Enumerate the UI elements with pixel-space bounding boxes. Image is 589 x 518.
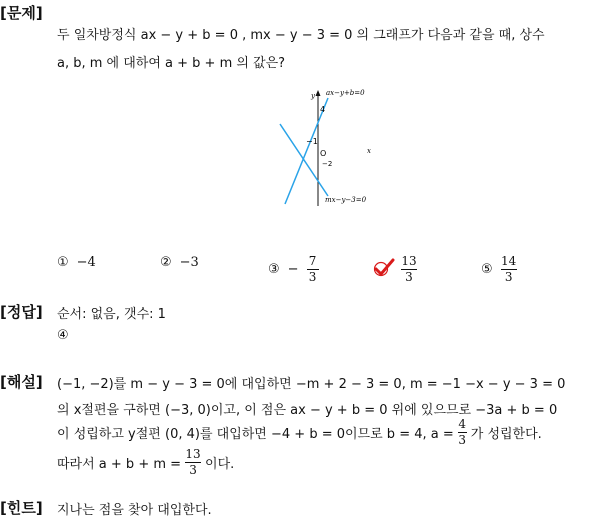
choice-3-number: ③ xyxy=(268,262,280,277)
explanation-line-4-denominator: 3 xyxy=(189,463,197,477)
axis-label-x: x xyxy=(367,147,371,155)
graph-figure xyxy=(270,86,390,216)
problem-line-1: 두 일차방정식 ax − y + b = 0 , mx − y − 3 = 0 의 그래프가 다음과 같을 때, 상수 xyxy=(57,28,545,43)
explanation-line-4-tail: 이다. xyxy=(205,457,235,472)
choice-2[interactable] xyxy=(160,255,199,270)
answer-tag: [정답] xyxy=(0,303,43,321)
hint-text: 지나는 점을 찾아 대입한다. xyxy=(57,503,212,518)
explanation-line-3-tail: 가 성립한다. xyxy=(470,427,542,442)
explanation-line-3 xyxy=(57,418,542,447)
choice-4-numerator: 13 xyxy=(401,254,417,268)
choice-4-fraction xyxy=(401,255,417,284)
choice-1[interactable] xyxy=(57,255,96,270)
explanation-line-3-denominator: 3 xyxy=(458,433,467,447)
choice-4-denominator: 3 xyxy=(405,270,413,284)
choice-3-fraction xyxy=(307,255,319,284)
answer-line-1: 순서: 없음, 갯수: 1 xyxy=(57,307,166,322)
choice-3[interactable] xyxy=(268,255,319,284)
choice-3-sign: − xyxy=(287,262,299,277)
tick-minus-2: −2 xyxy=(322,160,333,168)
choice-4[interactable] xyxy=(373,255,417,284)
explanation-line-4-numerator: 13 xyxy=(185,447,201,461)
graph-line-mx-y-3 xyxy=(280,124,328,196)
choice-2-value: −3 xyxy=(179,255,199,270)
choice-5-number: ⑤ xyxy=(481,262,493,277)
answer-line-2: ④ xyxy=(57,328,69,343)
origin-label: O xyxy=(320,149,327,158)
line-label-top: ax−y+b=0 xyxy=(326,89,365,97)
hint-tag: [힌트] xyxy=(0,499,43,517)
choice-1-number: ① xyxy=(57,255,69,270)
choice-5[interactable] xyxy=(481,255,517,284)
correct-check-icon xyxy=(373,260,393,280)
line-label-bottom: mx−y−3=0 xyxy=(325,196,367,204)
choice-2-number: ② xyxy=(160,255,172,270)
explanation-line-4-fraction xyxy=(185,448,201,477)
explanation-line-3-numerator: 4 xyxy=(458,417,467,431)
tick-minus-1: −1 xyxy=(306,137,318,146)
y-axis-arrow xyxy=(316,90,321,96)
choice-3-numerator: 7 xyxy=(308,254,317,268)
explanation-line-3-fraction xyxy=(458,418,467,447)
explanation-line-1: (−1, −2)를 m − y − 3 = 0에 대입하면 −m + 2 − 3 = 0, m = −1 −x − y − 3 = 0 xyxy=(57,377,566,392)
explanation-line-2: 의 x절편을 구하면 (−3, 0)이고, 이 점은 ax − y + b = 0 위에 있으므로 −3a + b = 0 xyxy=(57,403,558,418)
explanation-tag: [해설] xyxy=(0,373,43,391)
tick-4: 4 xyxy=(320,105,326,114)
explanation-line-4-text: 따라서 a + b + m = xyxy=(57,457,182,472)
explanation-line-4 xyxy=(57,448,234,477)
choice-5-fraction xyxy=(501,255,517,284)
problem-line-2: a, b, m 에 대하여 a + b + m 의 값은? xyxy=(57,56,286,71)
choice-5-denominator: 3 xyxy=(504,270,513,284)
choice-1-value: −4 xyxy=(76,255,96,270)
choice-3-denominator: 3 xyxy=(308,270,317,284)
axis-label-y: y xyxy=(311,92,315,100)
explanation-line-3-text: 이 성립하고 y절편 (0, 4)를 대입하면 −4 + b = 0이므로 b = 4, a = xyxy=(57,427,454,442)
problem-tag: [문제] xyxy=(0,4,43,22)
choice-5-numerator: 14 xyxy=(501,254,517,268)
